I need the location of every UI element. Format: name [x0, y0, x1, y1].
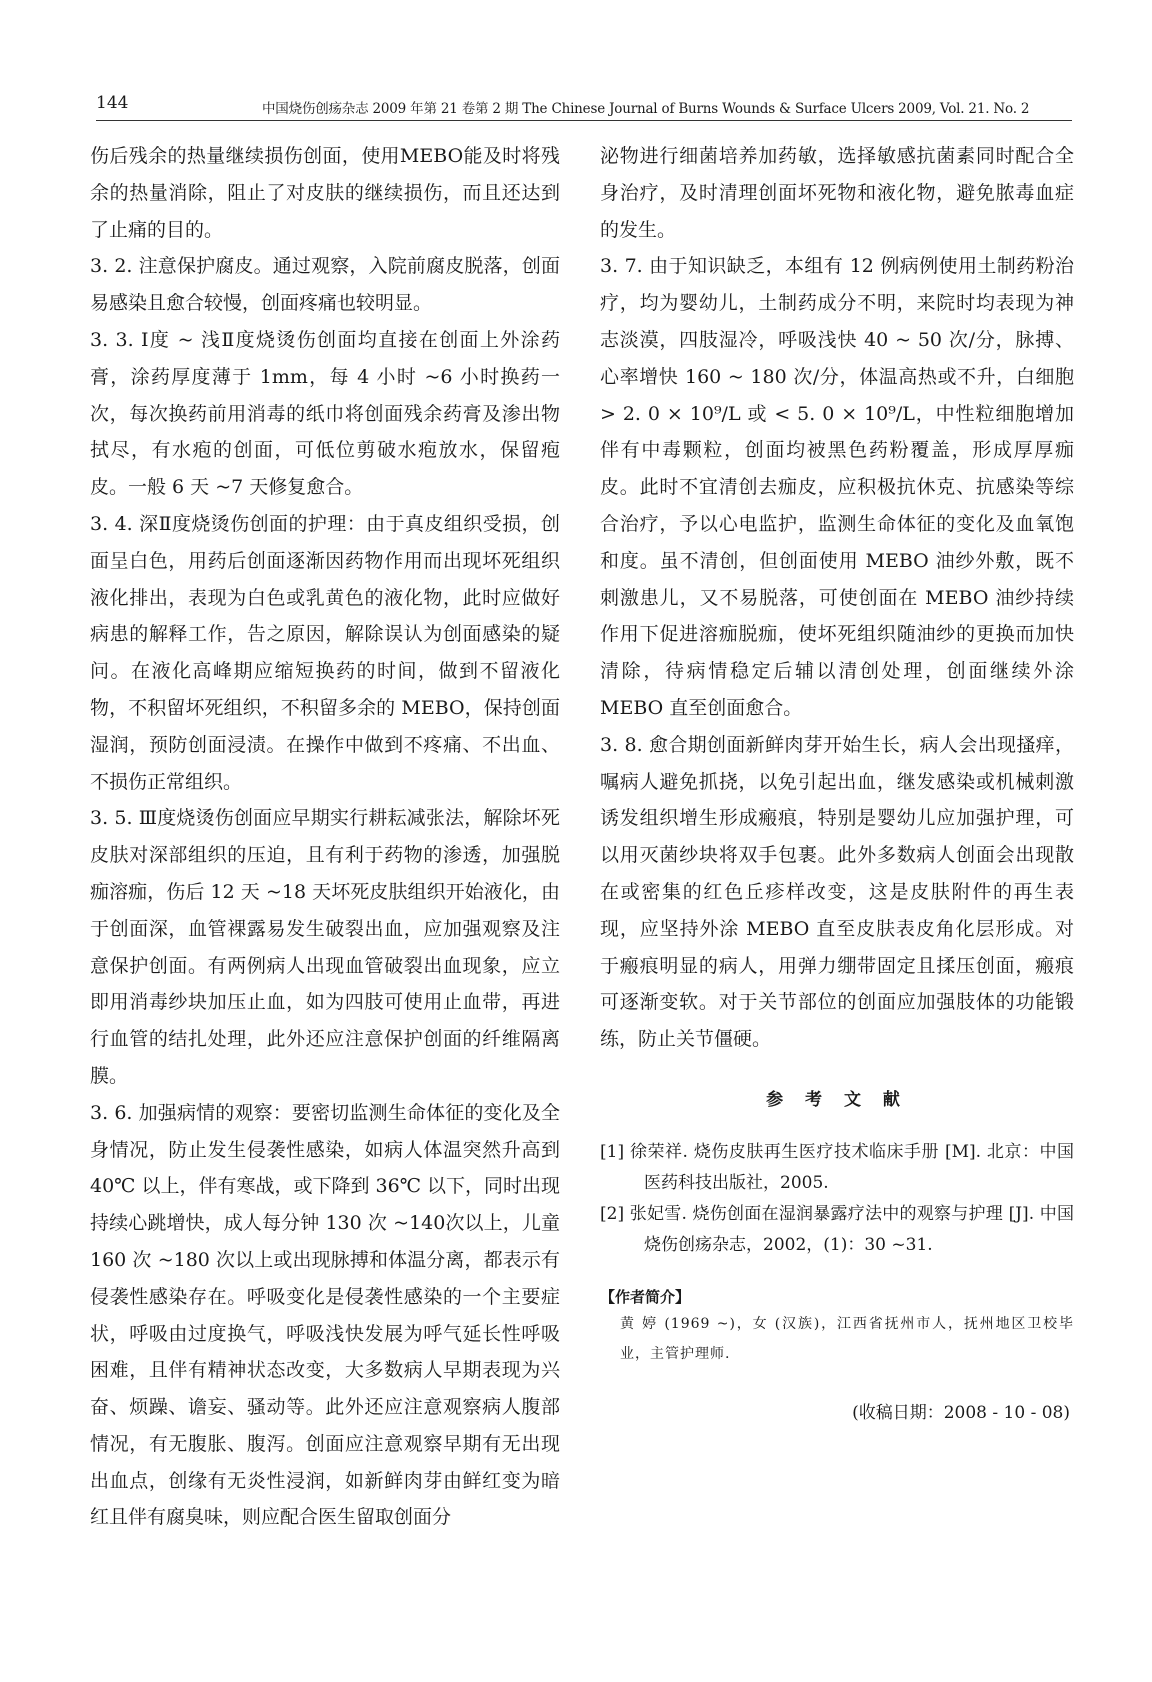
reference-item: [1] 徐荣祥. 烧伤皮肤再生医疗技术临床手册 [M]. 北京：中国医药科技出版社，2005. — [600, 1141, 1074, 1193]
paragraph-continuation: 伤后残余的热量继续损伤创面，使用MEBO能及时将残余的热量消除，阻止了对皮肤的继续损伤，而且还达到了止痛的目的。 — [90, 145, 560, 241]
paragraph-3-8: 3. 8. 愈合期创面新鲜肉芽开始生长，病人会出现搔痒，嘱病人避免抓挠，以免引起出血，继发感染或机械刺激诱发组织增生形成瘢痕，特别是婴幼儿应加强护理，可以用灭菌纱块将双手包裹。此外多数病人创面会出现散在或密集的红色丘疹样改变，这是皮肤附件的再生表现，应坚持外涂 MEBO 直至皮肤表皮角化层形成。对于瘢痕明显的病人，用弹力绷带固定且揉压创面，瘢痕可逐渐变软。对于关节部位的创面应加强肢体的功能锻练，防止关节僵硬。 — [600, 733, 1074, 1051]
paragraph-3-6: 3. 6. 加强病情的观察：要密切监测生命体征的变化及全身情况，防止发生侵袭性感染，如病人体温突然升高到 40℃ 以上，伴有寒战，或下降到 36℃ 以下，同时出现持续心跳增快，成人每分钟 130 次 ~140次以上，儿童 160 次 ~180 次以上或出现脉搏和体温分离，都表示有侵袭性感染存在。呼吸变化是侵袭性感染的一个主要症状，呼吸由过度换气，呼吸浅快发展为呼气延长性呼吸困难，且伴有精神状态改变，大多数病人早期表现为兴奋、烦躁、谵妄、骚动等。此外还应注意观察病人腹部情况，有无腹胀、腹泻。创面应注意观察早期有无出现出血点，创缘有无炎性浸润，如新鲜肉芽由鲜红变为暗红且伴有腐臭味，则应配合医生留取创面分 — [90, 1101, 560, 1529]
right-column — [600, 138, 1074, 1432]
paragraph-3-2: 3. 2. 注意保护腐皮。通过观察，入院前腐皮脱落，创面易感染且愈合较慢，创面疼痛也较明显。 — [90, 255, 560, 315]
left-column — [90, 138, 560, 1536]
received-date: (收稿日期：2008 - 10 - 08) — [852, 1402, 1070, 1423]
paragraph-3-3: 3. 3. Ⅰ度 ~ 浅Ⅱ度烧烫伤创面均直接在创面上外涂药膏，涂药厚度薄于 1mm，每 4 小时 ~6 小时换药一次，每次换药前用消毒的纸巾将创面残余药膏及渗出物拭尽，有水疱的创面，可低位剪破水疱放水，保留疱皮。一般 6 天 ~7 天修复愈合。 — [90, 328, 560, 499]
running-header: 中国烧伤创疡杂志 2009 年第 21 卷第 2 期 The Chinese Journal of Burns Wounds & Surface Ulcers 2009, Vol. 21. No. 2 — [262, 101, 1030, 117]
author-info: 黄 婷 (1969 ~)，女 (汉族)，江西省抚州市人，抚州地区卫校毕业，主管护理师. — [620, 1315, 1074, 1362]
paragraph-3-4: 3. 4. 深Ⅱ度烧烫伤创面的护理：由于真皮组织受损，创面呈白色，用药后创面逐渐因药物作用而出现坏死组织液化排出，表现为白色或乳黄色的液化物，此时应做好病患的解释工作，告之原因，解除误认为创面感染的疑问。在液化高峰期应缩短换药的时间，做到不留液化物，不积留坏死组织，不积留多余的 MEBO，保持创面湿润，预防创面浸渍。在操作中做到不疼痛、不出血、不损伤正常组织。 — [90, 512, 560, 793]
references-heading: 参 考 文 献 — [766, 1089, 908, 1110]
author-heading: 【作者简介】 — [600, 1287, 691, 1306]
paragraph-3-5: 3. 5. Ⅲ度烧烫伤创面应早期实行耕耘减张法，解除坏死皮肤对深部组织的压迫，且有利于药物的渗透，加强脱痂溶痂，伤后 12 天 ~18 天坏死皮肤组织开始液化，由于创面深，血管裸露易发生破裂出血，应加强观察及注意保护创面。有两例病人出现血管破裂出血现象，应立即用消毒纱块加压止血，如为四肢可使用止血带，再进行血管的结扎处理，此外还应注意保护创面的纤维隔离膜。 — [90, 807, 560, 1087]
header-rule — [96, 120, 1072, 121]
paragraph-3-7: 3. 7. 由于知识缺乏，本组有 12 例病例使用土制药粉治疗，均为婴幼儿，土制药成分不明，来院时均表现为神志淡漠，四肢湿冷，呼吸浅快 40 ~ 50 次/分，脉搏、心率增快 160 ~ 180 次/分，体温高热或不升，白细胞 > 2. 0 × 10⁹/L 或 < 5. 0 × 10⁹/L，中性粒细胞增加伴有中毒颗粒，创面均被黑色药粉覆盖，形成厚厚痂皮。此时不宜清创去痂皮，应积极抗休克、抗感染等综合治疗，予以心电监护，监测生命体征的变化及血氧饱和度。虽不清创，但创面使用 MEBO 油纱外敷，既不刺激患儿，又不易脱落，可使创面在 MEBO 油纱持续作用下促进溶痂脱痂，使坏死组织随油纱的更换而加快清除，待病情稳定后辅以清创处理，创面继续外涂 MEBO 直至创面愈合。 — [600, 255, 1074, 719]
page-number: 144 — [96, 93, 129, 113]
reference-item: [2] 张妃雪. 烧伤创面在湿润暴露疗法中的观察与护理 [J]. 中国烧伤创疡杂志，2002，(1)：30 ~31. — [600, 1203, 1074, 1255]
paragraph-continuation-right: 泌物进行细菌培养加药敏，选择敏感抗菌素同时配合全身治疗，及时清理创面坏死物和液化物，避免脓毒血症的发生。 — [600, 145, 1074, 241]
